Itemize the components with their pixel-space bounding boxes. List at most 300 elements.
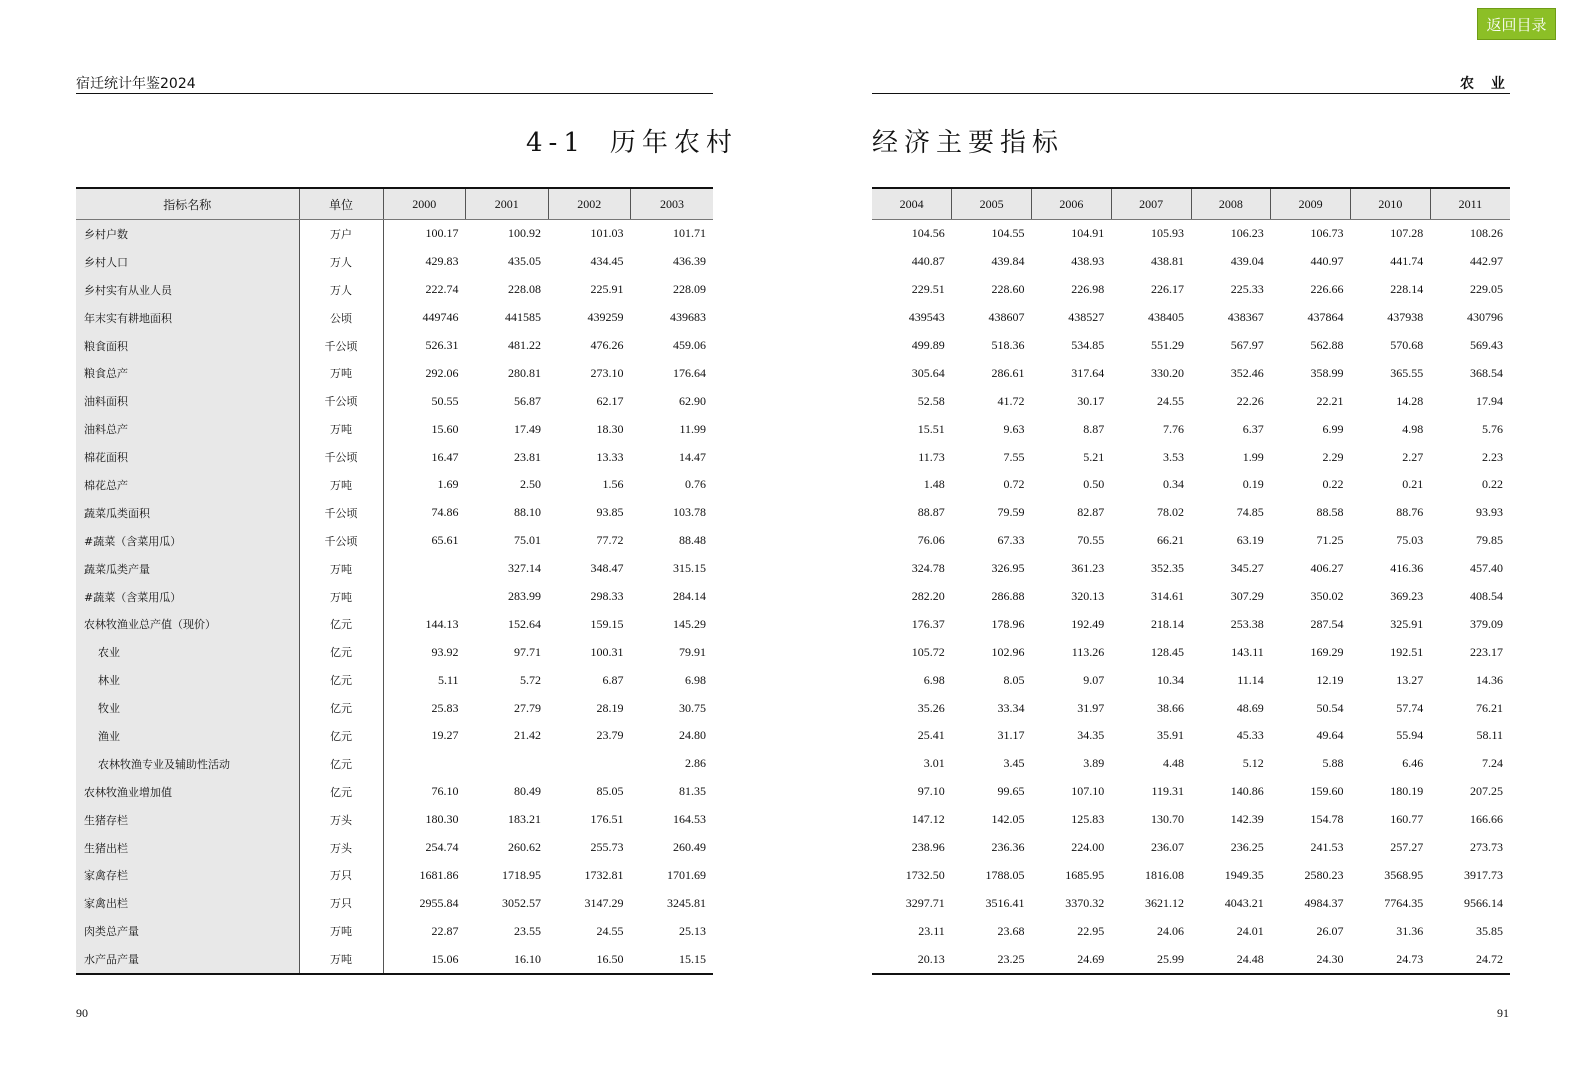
data-cell: 58.11 — [1476, 728, 1503, 743]
table-row — [872, 917, 1510, 945]
data-cell: 41.72 — [997, 393, 1025, 408]
data-cell: 166.66 — [1470, 812, 1503, 827]
data-cell: 88.10 — [514, 505, 541, 520]
data-cell: 23.68 — [997, 923, 1025, 938]
data-cell: 0.50 — [1083, 477, 1105, 492]
data-cell: 88.58 — [1316, 505, 1344, 520]
data-cell: 292.06 — [425, 365, 459, 380]
table-row — [872, 666, 1510, 694]
table-row — [76, 861, 713, 889]
data-cell: 15.51 — [917, 421, 945, 436]
data-cell: 24.01 — [1236, 923, 1264, 938]
data-cell: 50.55 — [431, 393, 459, 408]
data-cell: 0.34 — [1163, 477, 1184, 492]
data-cell: 75.03 — [1396, 533, 1424, 548]
table-row — [76, 555, 713, 583]
data-cell: 0.22 — [1322, 477, 1344, 492]
data-cell: 57.74 — [1396, 700, 1424, 715]
data-cell: 440.87 — [911, 254, 945, 269]
page-number-right: 91 — [1497, 1006, 1509, 1020]
data-cell: 85.05 — [596, 784, 624, 799]
data-cell: 225.33 — [1230, 282, 1264, 297]
data-cell: 438367 — [1227, 310, 1264, 325]
data-cell: 107.10 — [1071, 784, 1105, 799]
table-row — [76, 276, 713, 304]
data-cell: 2.29 — [1322, 449, 1344, 464]
data-cell: 2.86 — [685, 756, 706, 771]
data-cell: 24.69 — [1032, 945, 1112, 974]
table-row — [76, 527, 713, 555]
data-cell: 236.25 — [1230, 840, 1264, 855]
data-cell: 106.23 — [1230, 226, 1264, 241]
data-cell: 142.05 — [991, 812, 1025, 827]
data-cell: 551.29 — [1151, 338, 1184, 352]
data-cell: 330.20 — [1151, 365, 1184, 380]
data-cell: 192.49 — [1071, 616, 1105, 631]
indicator-name: 林业 — [76, 666, 299, 694]
data-cell: 348.47 — [590, 561, 624, 576]
table-row — [76, 415, 713, 443]
data-cell: 350.02 — [1310, 589, 1344, 604]
indicator-name: 油料总产 — [76, 415, 299, 443]
data-cell: 33.34 — [997, 700, 1025, 715]
data-cell: 35.91 — [1157, 728, 1184, 743]
table-row — [76, 248, 713, 276]
table-row — [76, 638, 713, 666]
data-cell: 3147.29 — [584, 895, 624, 910]
data-cell: 435.05 — [508, 254, 541, 269]
data-cell: 345.27 — [1230, 561, 1264, 576]
table-row — [872, 806, 1510, 834]
data-cell: 437864 — [1307, 310, 1344, 325]
table-row — [872, 583, 1510, 611]
data-cell: 223.17 — [1470, 644, 1503, 659]
data-cell: 438527 — [1068, 310, 1105, 325]
data-cell: 15.60 — [431, 421, 459, 436]
table-row — [872, 471, 1510, 499]
data-cell: 430796 — [1467, 310, 1503, 325]
data-cell: 14.28 — [1396, 393, 1424, 408]
table-row — [872, 359, 1510, 387]
indicator-name: #蔬菜（含菜用瓜） — [76, 583, 299, 611]
data-cell: 14.36 — [1476, 672, 1503, 687]
indicator-unit: 亿元 — [299, 750, 383, 778]
header-rule-left — [76, 93, 713, 94]
indicator-name: 粮食总产 — [76, 359, 299, 387]
data-cell: 25.99 — [1111, 945, 1191, 974]
data-cell — [383, 555, 466, 583]
data-cell: 3.53 — [1163, 449, 1184, 464]
indicator-name: 乡村人口 — [76, 248, 299, 276]
data-cell: 476.26 — [590, 338, 624, 352]
data-cell: 416.36 — [1390, 561, 1424, 576]
data-cell: 74.85 — [1236, 505, 1264, 520]
data-cell: 226.98 — [1071, 282, 1105, 297]
data-cell: 97.10 — [917, 784, 945, 799]
data-cell: 176.64 — [673, 365, 706, 380]
data-cell: 3.89 — [1083, 756, 1105, 771]
indicator-unit: 万吨 — [299, 917, 383, 945]
data-cell: 80.49 — [514, 784, 541, 799]
data-cell: 358.99 — [1310, 365, 1344, 380]
data-cell: 12.19 — [1316, 672, 1344, 687]
data-cell: 154.78 — [1310, 812, 1344, 827]
col-header-year: 2011 — [1430, 188, 1510, 220]
data-cell: 3568.95 — [1384, 867, 1424, 882]
section-title: 农 业 — [1460, 76, 1511, 92]
data-cell: 88.48 — [679, 533, 706, 548]
data-cell: 125.83 — [1071, 812, 1105, 827]
table-row — [76, 610, 713, 638]
indicator-name: 棉花面积 — [76, 443, 299, 471]
data-cell: 62.90 — [679, 393, 706, 408]
data-cell: 38.66 — [1157, 700, 1184, 715]
data-cell: 180.19 — [1390, 784, 1424, 799]
data-cell: 1681.86 — [419, 867, 459, 882]
data-cell: 24.06 — [1157, 923, 1184, 938]
data-cell: 3245.81 — [667, 895, 706, 910]
data-cell: 192.51 — [1390, 644, 1424, 659]
data-cell: 48.69 — [1236, 700, 1264, 715]
data-cell: 77.72 — [596, 533, 624, 548]
data-cell: 3516.41 — [985, 895, 1025, 910]
data-cell: 143.11 — [1231, 644, 1264, 659]
data-cell: 11.73 — [918, 449, 945, 464]
data-cell: 18.30 — [596, 421, 624, 436]
data-cell: 27.79 — [514, 700, 541, 715]
data-cell: 31.17 — [997, 728, 1025, 743]
data-cell: 352.46 — [1230, 365, 1264, 380]
data-cell: 23.55 — [514, 923, 541, 938]
data-cell: 3297.71 — [905, 895, 945, 910]
data-cell: 449746 — [422, 310, 459, 325]
data-cell: 6.46 — [1402, 756, 1424, 771]
data-cell: 180.30 — [425, 812, 459, 827]
table-row — [76, 917, 713, 945]
data-cell: 260.62 — [508, 840, 541, 855]
data-cell: 429.83 — [425, 254, 459, 269]
table-title-part1: 历年农村 — [609, 128, 738, 158]
data-cell: 34.35 — [1077, 728, 1105, 743]
data-cell: 282.20 — [911, 589, 945, 604]
data-cell: 218.14 — [1151, 616, 1184, 631]
data-cell: 6.37 — [1242, 421, 1264, 436]
data-cell: 130.70 — [1151, 812, 1184, 827]
indicator-name: #蔬菜（含菜用瓜） — [76, 527, 299, 555]
data-cell: 20.13 — [872, 945, 952, 974]
data-cell: 82.87 — [1077, 505, 1105, 520]
indicator-name: 油料面积 — [76, 387, 299, 415]
indicator-name: 粮食面积 — [76, 332, 299, 360]
data-cell: 11.14 — [1237, 672, 1264, 687]
data-cell: 226.17 — [1151, 282, 1184, 297]
indicator-name: 生猪存栏 — [76, 806, 299, 834]
indicator-name: 渔业 — [76, 722, 299, 750]
data-cell: 2580.23 — [1304, 867, 1344, 882]
data-cell: 224.00 — [1071, 840, 1105, 855]
data-cell: 183.21 — [508, 812, 541, 827]
table-title-right: 经济主要指标 — [872, 128, 1065, 158]
data-cell: 35.26 — [917, 700, 945, 715]
data-cell: 7.55 — [1003, 449, 1025, 464]
data-cell: 66.21 — [1157, 533, 1184, 548]
data-cell: 100.92 — [508, 226, 541, 241]
data-cell: 5.21 — [1083, 449, 1105, 464]
data-cell: 1816.08 — [1145, 867, 1184, 882]
data-cell: 78.02 — [1157, 505, 1184, 520]
data-cell: 1.99 — [1242, 449, 1264, 464]
data-cell: 569.43 — [1470, 338, 1503, 352]
data-cell: 24.80 — [679, 728, 706, 743]
data-cell: 257.27 — [1390, 840, 1424, 855]
data-cell: 88.87 — [917, 505, 945, 520]
col-header-year: 2008 — [1191, 188, 1271, 220]
data-cell: 79.91 — [679, 644, 706, 659]
data-cell: 438.81 — [1151, 254, 1184, 269]
data-cell: 457.40 — [1470, 561, 1503, 576]
col-header-year: 2003 — [631, 188, 714, 220]
data-cell: 439683 — [670, 310, 706, 325]
indicator-name: 蔬菜瓜类产量 — [76, 555, 299, 583]
indicator-name: 乡村实有从业人员 — [76, 276, 299, 304]
data-cell: 102.96 — [991, 644, 1025, 659]
indicator-name: 农林牧渔业总产值（现价） — [76, 610, 299, 638]
data-cell: 1788.05 — [985, 867, 1025, 882]
data-cell: 159.60 — [1310, 784, 1344, 799]
data-cell: 459.06 — [673, 338, 706, 352]
data-cell: 5.11 — [437, 672, 459, 687]
data-cell: 140.86 — [1230, 784, 1264, 799]
table-row — [76, 945, 713, 974]
table-row — [872, 889, 1510, 917]
data-cell: 481.22 — [508, 338, 541, 352]
data-cell: 178.96 — [991, 616, 1025, 631]
data-cell: 105.72 — [911, 644, 945, 659]
data-cell: 1732.50 — [905, 867, 945, 882]
data-cell: 5.12 — [1242, 756, 1264, 771]
data-cell: 24.73 — [1351, 945, 1431, 974]
data-cell — [383, 583, 466, 611]
data-cell: 3052.57 — [502, 895, 541, 910]
data-cell: 2.23 — [1482, 449, 1503, 464]
data-cell: 70.55 — [1077, 533, 1105, 548]
table-number: 4-1 — [526, 128, 586, 158]
data-cell: 534.85 — [1071, 338, 1105, 352]
col-header-year: 2000 — [383, 188, 466, 220]
data-cell: 287.54 — [1310, 616, 1344, 631]
data-cell: 23.25 — [952, 945, 1032, 974]
data-cell: 254.74 — [425, 840, 459, 855]
data-cell: 253.38 — [1230, 616, 1264, 631]
indicator-unit: 万吨 — [299, 555, 383, 583]
yearbook-title: 宿迁统计年鉴2024 — [76, 76, 196, 92]
data-cell: 105.93 — [1151, 226, 1184, 241]
indicator-unit: 万只 — [299, 861, 383, 889]
table-row — [76, 778, 713, 806]
data-cell: 436.39 — [673, 254, 706, 269]
data-cell: 3370.32 — [1065, 895, 1105, 910]
col-header-year: 2006 — [1032, 188, 1112, 220]
data-cell: 144.13 — [425, 616, 459, 631]
data-cell: 229.05 — [1470, 282, 1503, 297]
data-cell: 9.63 — [1003, 421, 1025, 436]
data-cell: 145.29 — [673, 616, 706, 631]
data-cell: 229.51 — [911, 282, 945, 297]
table-row — [872, 778, 1510, 806]
table-row — [76, 722, 713, 750]
table-row — [76, 359, 713, 387]
data-cell: 15.15 — [631, 945, 714, 974]
indicator-unit: 亿元 — [299, 610, 383, 638]
indicator-name: 年末实有耕地面积 — [76, 304, 299, 332]
data-cell: 5.72 — [520, 672, 541, 687]
indicator-unit: 千公顷 — [299, 527, 383, 555]
table-row — [872, 387, 1510, 415]
data-cell: 228.14 — [1390, 282, 1424, 297]
data-cell: 273.10 — [590, 365, 624, 380]
data-cell: 74.86 — [431, 505, 459, 520]
data-cell: 1732.81 — [584, 867, 624, 882]
data-cell: 25.83 — [431, 700, 459, 715]
data-cell: 160.77 — [1390, 812, 1424, 827]
data-cell: 119.31 — [1151, 784, 1184, 799]
data-cell: 439259 — [587, 310, 624, 325]
page-number-left: 90 — [76, 1006, 88, 1020]
data-cell: 159.15 — [590, 616, 624, 631]
data-cell: 71.25 — [1316, 533, 1344, 548]
data-cell — [548, 750, 631, 778]
data-cell: 24.55 — [596, 923, 624, 938]
data-cell: 325.91 — [1390, 616, 1424, 631]
data-cell: 76.10 — [431, 784, 459, 799]
data-cell: 526.31 — [425, 338, 459, 352]
data-cell: 236.36 — [991, 840, 1025, 855]
data-cell: 225.91 — [590, 282, 624, 297]
col-header-year: 2009 — [1271, 188, 1351, 220]
data-cell: 104.56 — [911, 226, 945, 241]
data-cell: 22.26 — [1236, 393, 1264, 408]
data-cell: 100.17 — [425, 226, 459, 241]
data-cell: 9566.14 — [1464, 895, 1503, 910]
data-cell: 286.88 — [991, 589, 1025, 604]
data-cell: 21.42 — [514, 728, 541, 743]
data-cell: 24.55 — [1157, 393, 1184, 408]
col-header-year: 2005 — [952, 188, 1032, 220]
data-cell: 6.98 — [923, 672, 945, 687]
data-cell: 108.26 — [1470, 226, 1503, 241]
data-cell: 15.06 — [383, 945, 466, 974]
data-cell: 22.87 — [431, 923, 459, 938]
col-header-year: 2004 — [872, 188, 952, 220]
data-cell: 62.17 — [596, 393, 624, 408]
data-cell: 1685.95 — [1065, 867, 1105, 882]
table-row — [872, 610, 1510, 638]
data-cell: 238.96 — [911, 840, 945, 855]
back-to-contents-button[interactable]: 返回目录 — [1477, 8, 1556, 40]
data-cell: 4984.37 — [1304, 895, 1344, 910]
data-cell: 6.99 — [1322, 421, 1344, 436]
data-cell: 31.97 — [1077, 700, 1105, 715]
data-cell — [466, 750, 549, 778]
indicator-unit: 千公顷 — [299, 387, 383, 415]
data-cell: 439.04 — [1230, 254, 1264, 269]
table-row — [872, 276, 1510, 304]
data-cell: 439.84 — [991, 254, 1025, 269]
data-cell: 207.25 — [1470, 784, 1503, 799]
data-cell: 13.27 — [1396, 672, 1424, 687]
data-cell: 222.74 — [425, 282, 459, 297]
data-cell: 99.65 — [997, 784, 1025, 799]
indicator-unit: 亿元 — [299, 666, 383, 694]
data-cell: 307.29 — [1230, 589, 1264, 604]
data-cell: 439543 — [908, 310, 945, 325]
indicator-unit: 万吨 — [299, 471, 383, 499]
indicator-unit: 亿元 — [299, 638, 383, 666]
data-cell: 6.87 — [602, 672, 624, 687]
indicator-name: 家禽存栏 — [76, 861, 299, 889]
data-cell: 25.13 — [679, 923, 706, 938]
indicator-unit: 亿元 — [299, 722, 383, 750]
data-cell: 50.54 — [1316, 700, 1344, 715]
col-header-name: 指标名称 — [76, 188, 299, 220]
data-cell: 0.22 — [1482, 477, 1503, 492]
table-row — [76, 332, 713, 360]
data-cell: 3917.73 — [1464, 867, 1503, 882]
data-cell: 147.12 — [911, 812, 945, 827]
indicator-unit: 万人 — [299, 248, 383, 276]
data-cell: 30.75 — [679, 700, 706, 715]
data-cell: 305.64 — [911, 365, 945, 380]
data-cell: 113.26 — [1071, 644, 1105, 659]
table-row — [76, 666, 713, 694]
data-cell: 518.36 — [991, 338, 1025, 352]
data-cell: 176.37 — [911, 616, 945, 631]
data-cell: 1701.69 — [667, 867, 706, 882]
table-row — [872, 638, 1510, 666]
table-row — [872, 332, 1510, 360]
indicator-name: 农林牧渔业增加值 — [76, 778, 299, 806]
col-header-year: 2007 — [1111, 188, 1191, 220]
data-cell: 283.99 — [508, 589, 541, 604]
data-cell: 438.93 — [1071, 254, 1105, 269]
table-row — [872, 945, 1510, 974]
table-row — [872, 499, 1510, 527]
data-cell: 67.33 — [997, 533, 1025, 548]
data-cell: 107.28 — [1390, 226, 1424, 241]
data-cell: 4.48 — [1163, 756, 1184, 771]
data-cell: 164.53 — [673, 812, 706, 827]
data-cell: 49.64 — [1316, 728, 1344, 743]
indicator-unit: 亿元 — [299, 778, 383, 806]
data-cell: 16.10 — [466, 945, 549, 974]
data-cell: 0.76 — [685, 477, 706, 492]
data-cell: 63.19 — [1236, 533, 1264, 548]
indicator-name: 农林牧渔专业及辅助性活动 — [76, 750, 299, 778]
data-cell: 228.08 — [508, 282, 541, 297]
data-cell: 3621.12 — [1145, 895, 1184, 910]
data-cell: 228.09 — [673, 282, 706, 297]
table-row — [872, 415, 1510, 443]
col-header-year: 2001 — [466, 188, 549, 220]
data-cell: 100.31 — [590, 644, 624, 659]
data-cell: 45.33 — [1236, 728, 1264, 743]
indicator-unit: 万只 — [299, 889, 383, 917]
data-cell: 93.92 — [431, 644, 459, 659]
data-cell: 369.23 — [1390, 589, 1424, 604]
data-cell: 1.69 — [437, 477, 459, 492]
data-cell: 280.81 — [508, 365, 541, 380]
indicator-name: 肉类总产量 — [76, 917, 299, 945]
